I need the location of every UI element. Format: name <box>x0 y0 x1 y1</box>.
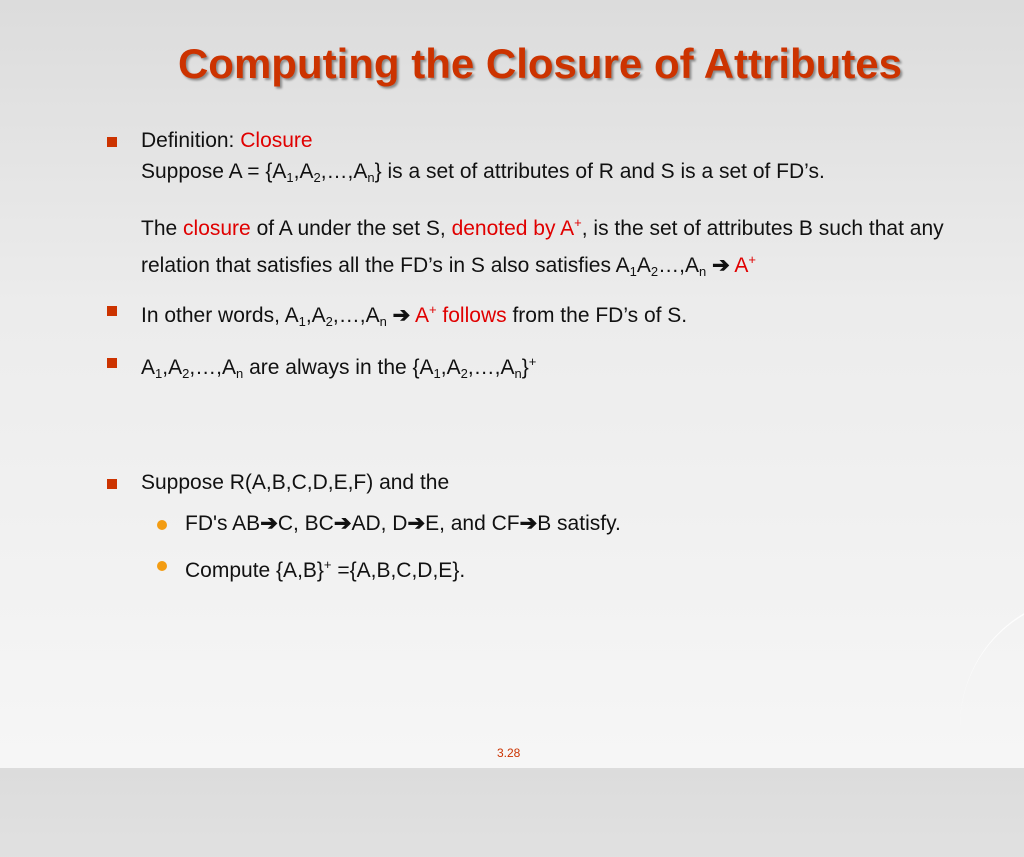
sub-bullet-compute: Compute {A,B}+ ={A,B,C,D,E}. <box>105 549 985 586</box>
square-bullet-icon <box>107 358 117 368</box>
closure-definition-paragraph: The closure of A under the set S, denoted by A+, is the set of attributes B such that any relation that satisfies all the FD’s in S also satisfies $A_1A_2\dots,A_n$ ➔ A+ <box>141 215 944 279</box>
definition-line <box>141 125 985 156</box>
page-number: 3.28 <box>497 746 521 760</box>
bullet-other-words: In other words, $A_1,A_2,\dots,A_n$ ➔ A+ follows from the FD’s of S. <box>105 294 985 337</box>
sub-bullet-fds: FD's AB➔C, BC➔AD, D➔E, and CF➔B satisfy. <box>105 508 985 539</box>
arrow-icon: ➔ <box>392 304 411 327</box>
definition-text: Suppose $A = \{A_1,A_2,\dots,A_n\}$ is a set of attributes of R and S is a set of FD’s. <box>141 160 825 185</box>
arrow-icon: ➔ <box>407 512 426 535</box>
square-bullet-icon <box>107 137 117 147</box>
arrow-icon: ➔ <box>519 512 538 535</box>
definition-term: Closure <box>240 129 313 152</box>
square-bullet-icon <box>107 306 117 316</box>
arrow-icon: ➔ <box>333 512 352 535</box>
round-bullet-icon <box>157 561 167 571</box>
slide-title: Computing the Closure of Attributes <box>177 40 903 87</box>
square-bullet-icon <box>107 479 117 489</box>
bullet-always-in: $A_1,A_2,\dots,A_n$ are always in the $\{A_1,A_2,\dots,A_n\}^+$ <box>105 346 985 389</box>
decorative-arc <box>960 595 1024 857</box>
slide-body <box>105 125 985 586</box>
definition-label: Definition: <box>141 129 235 152</box>
bullet-example <box>105 467 985 498</box>
bullet-definition <box>105 125 985 287</box>
arrow-icon: ➔ <box>260 512 278 535</box>
round-bullet-icon <box>157 520 167 530</box>
arrow-icon: ➔ <box>712 254 730 277</box>
example-intro: Suppose R(A,B,C,D,E,F) and the <box>141 471 450 494</box>
